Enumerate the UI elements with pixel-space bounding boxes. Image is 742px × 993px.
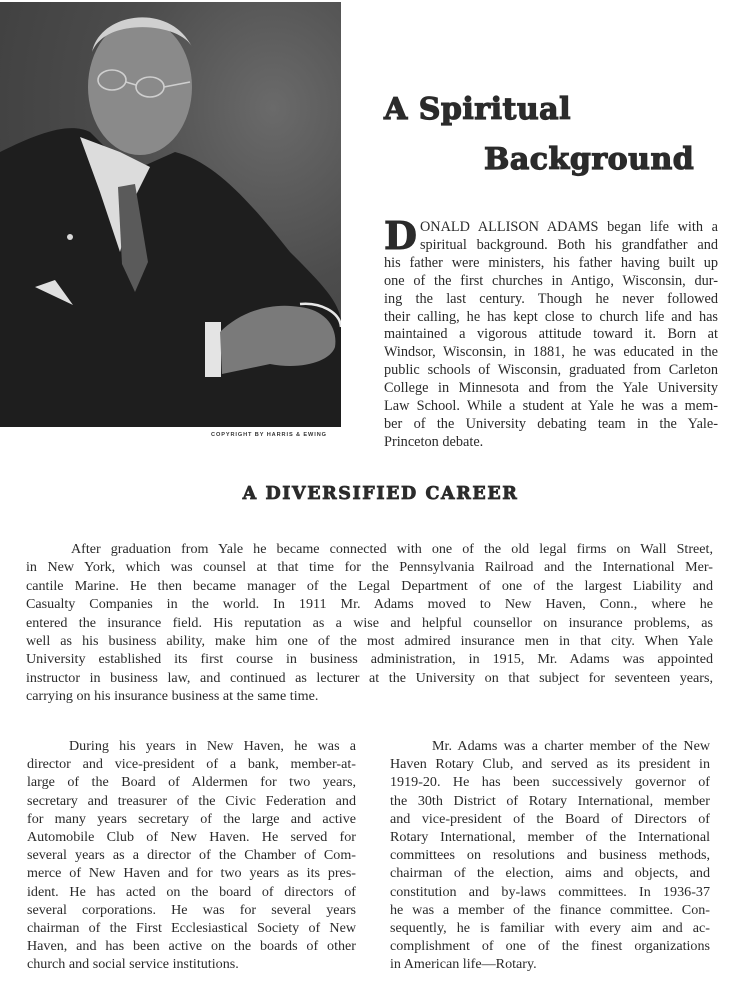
text-line: Law School. While a student at Yale he was a mem-: [384, 398, 718, 415]
text-line: ONALD ALLISON ADAMS began life with a: [419, 219, 718, 235]
page-title-line-1: A Spiritual: [384, 92, 571, 127]
text-line: College in Minnesota and from the Yale University: [384, 380, 718, 397]
text-line: ing the last century. Though he never followed: [384, 290, 718, 307]
text-line: complishment of one of the finest organizations: [390, 938, 710, 955]
text-line: well as his business ability, make him one of the most admired insurance men in that city. When Yale: [26, 633, 713, 650]
text-line: in American life—Rotary.: [390, 956, 537, 973]
text-line: large of the Board of Aldermen for two years,: [27, 774, 356, 791]
photo-credit: COPYRIGHT BY HARRIS & EWING: [211, 432, 327, 438]
text-line: church and social service institutions.: [27, 956, 239, 973]
text-line: one of the first churches in Antigo, Wisconsin, dur-: [384, 272, 718, 289]
text-line: Haven, and has been active on the boards of other: [27, 938, 356, 955]
text-line: spiritual background. Both his grandfather and: [419, 236, 718, 253]
text-line: several corporations. He was for several years: [27, 901, 356, 918]
text-line: several years as a director of the Chamber of Com-: [27, 847, 356, 864]
text-line: cantile Marine. He then became manager of the Legal Department of one of the largest Liability and: [26, 577, 713, 594]
text-line: instructor in business law, and continued as lecturer at the University on that subject for seventeen years,: [26, 669, 713, 686]
text-line: Casualty Companies in the world. In 1911 Mr. Adams moved to New Haven, Conn., where he: [26, 596, 713, 613]
text-line: Princeton debate.: [384, 433, 484, 450]
section-heading: A DIVERSIFIED CAREER: [242, 484, 519, 504]
portrait-photo: [0, 2, 341, 427]
text-line: the 30th District of Rotary International, member: [390, 792, 710, 809]
career-paragraph: [26, 540, 713, 706]
text-line: merce of New Haven and for two years as its pres-: [27, 865, 356, 882]
text-line: University established its first course in business administration, in 1915, Mr. Adams was appointed: [26, 651, 713, 668]
text-line: After graduation from Yale he became connected with one of the old legal firms on Wall Street,: [71, 541, 713, 557]
text-line: Mr. Adams was a charter member of the New: [432, 738, 710, 754]
text-line: he was a member of the finance committee. Con-: [390, 901, 710, 918]
new-haven-paragraph: [27, 737, 356, 974]
text-line: director and vice-president of a bank, member-at-: [27, 756, 356, 773]
text-line: During his years in New Haven, he was a: [69, 738, 356, 754]
rotary-paragraph: [390, 737, 710, 974]
text-line: and vice-president of the Board of Directors of: [390, 810, 710, 827]
text-line: carrying on his insurance business at the same time.: [26, 688, 319, 705]
text-line: Automobile Club of New Haven. He served for: [27, 829, 356, 846]
text-line: secretary and treasurer of the Civic Federation and: [27, 792, 356, 809]
text-line: Windsor, Wisconsin, in 1881, he was educated in the: [384, 344, 718, 361]
text-line: in New York, which was counsel at that time for the Pennsylvania Railroad and the International Mer-: [26, 559, 713, 576]
text-line: public schools of Wisconsin, graduated from Carleton: [384, 362, 718, 379]
text-line: entered the insurance field. His reputation as a wise and helpful counsellor on insurance problems, as: [26, 614, 713, 631]
text-line: 1919-20. He has been successively governor of: [390, 774, 710, 791]
text-line: Rotary International, member of the International: [390, 829, 710, 846]
text-line: chairman of the election, aims and objects, and: [390, 865, 710, 882]
text-line: maintained a vigorous attitude toward it. Born at: [384, 326, 718, 343]
page-title-line-2: Background: [484, 142, 695, 177]
text-line: their calling, he has kept close to church life and has: [384, 308, 718, 325]
text-line: Haven Rotary Club, and served as its president in: [390, 756, 710, 773]
text-line: ber of the University debating team in the Yale-: [384, 415, 718, 432]
text-line: for many years secretary of the large and active: [27, 810, 356, 827]
intro-paragraph: [384, 213, 718, 452]
text-line: constitution and by-laws committees. In 1936-37: [390, 883, 710, 900]
portrait-illustration: [0, 2, 341, 427]
text-line: ident. He has acted on the board of directors of: [27, 883, 356, 900]
text-line: sequently, he is familiar with every aim and ac-: [390, 920, 710, 937]
text-line: chairman of the First Ecclesiastical Society of New: [27, 920, 356, 937]
text-line: his father were ministers, his father having built up: [384, 254, 718, 271]
text-line: committees on resolutions and business methods,: [390, 847, 710, 864]
drop-cap: D: [384, 213, 417, 258]
